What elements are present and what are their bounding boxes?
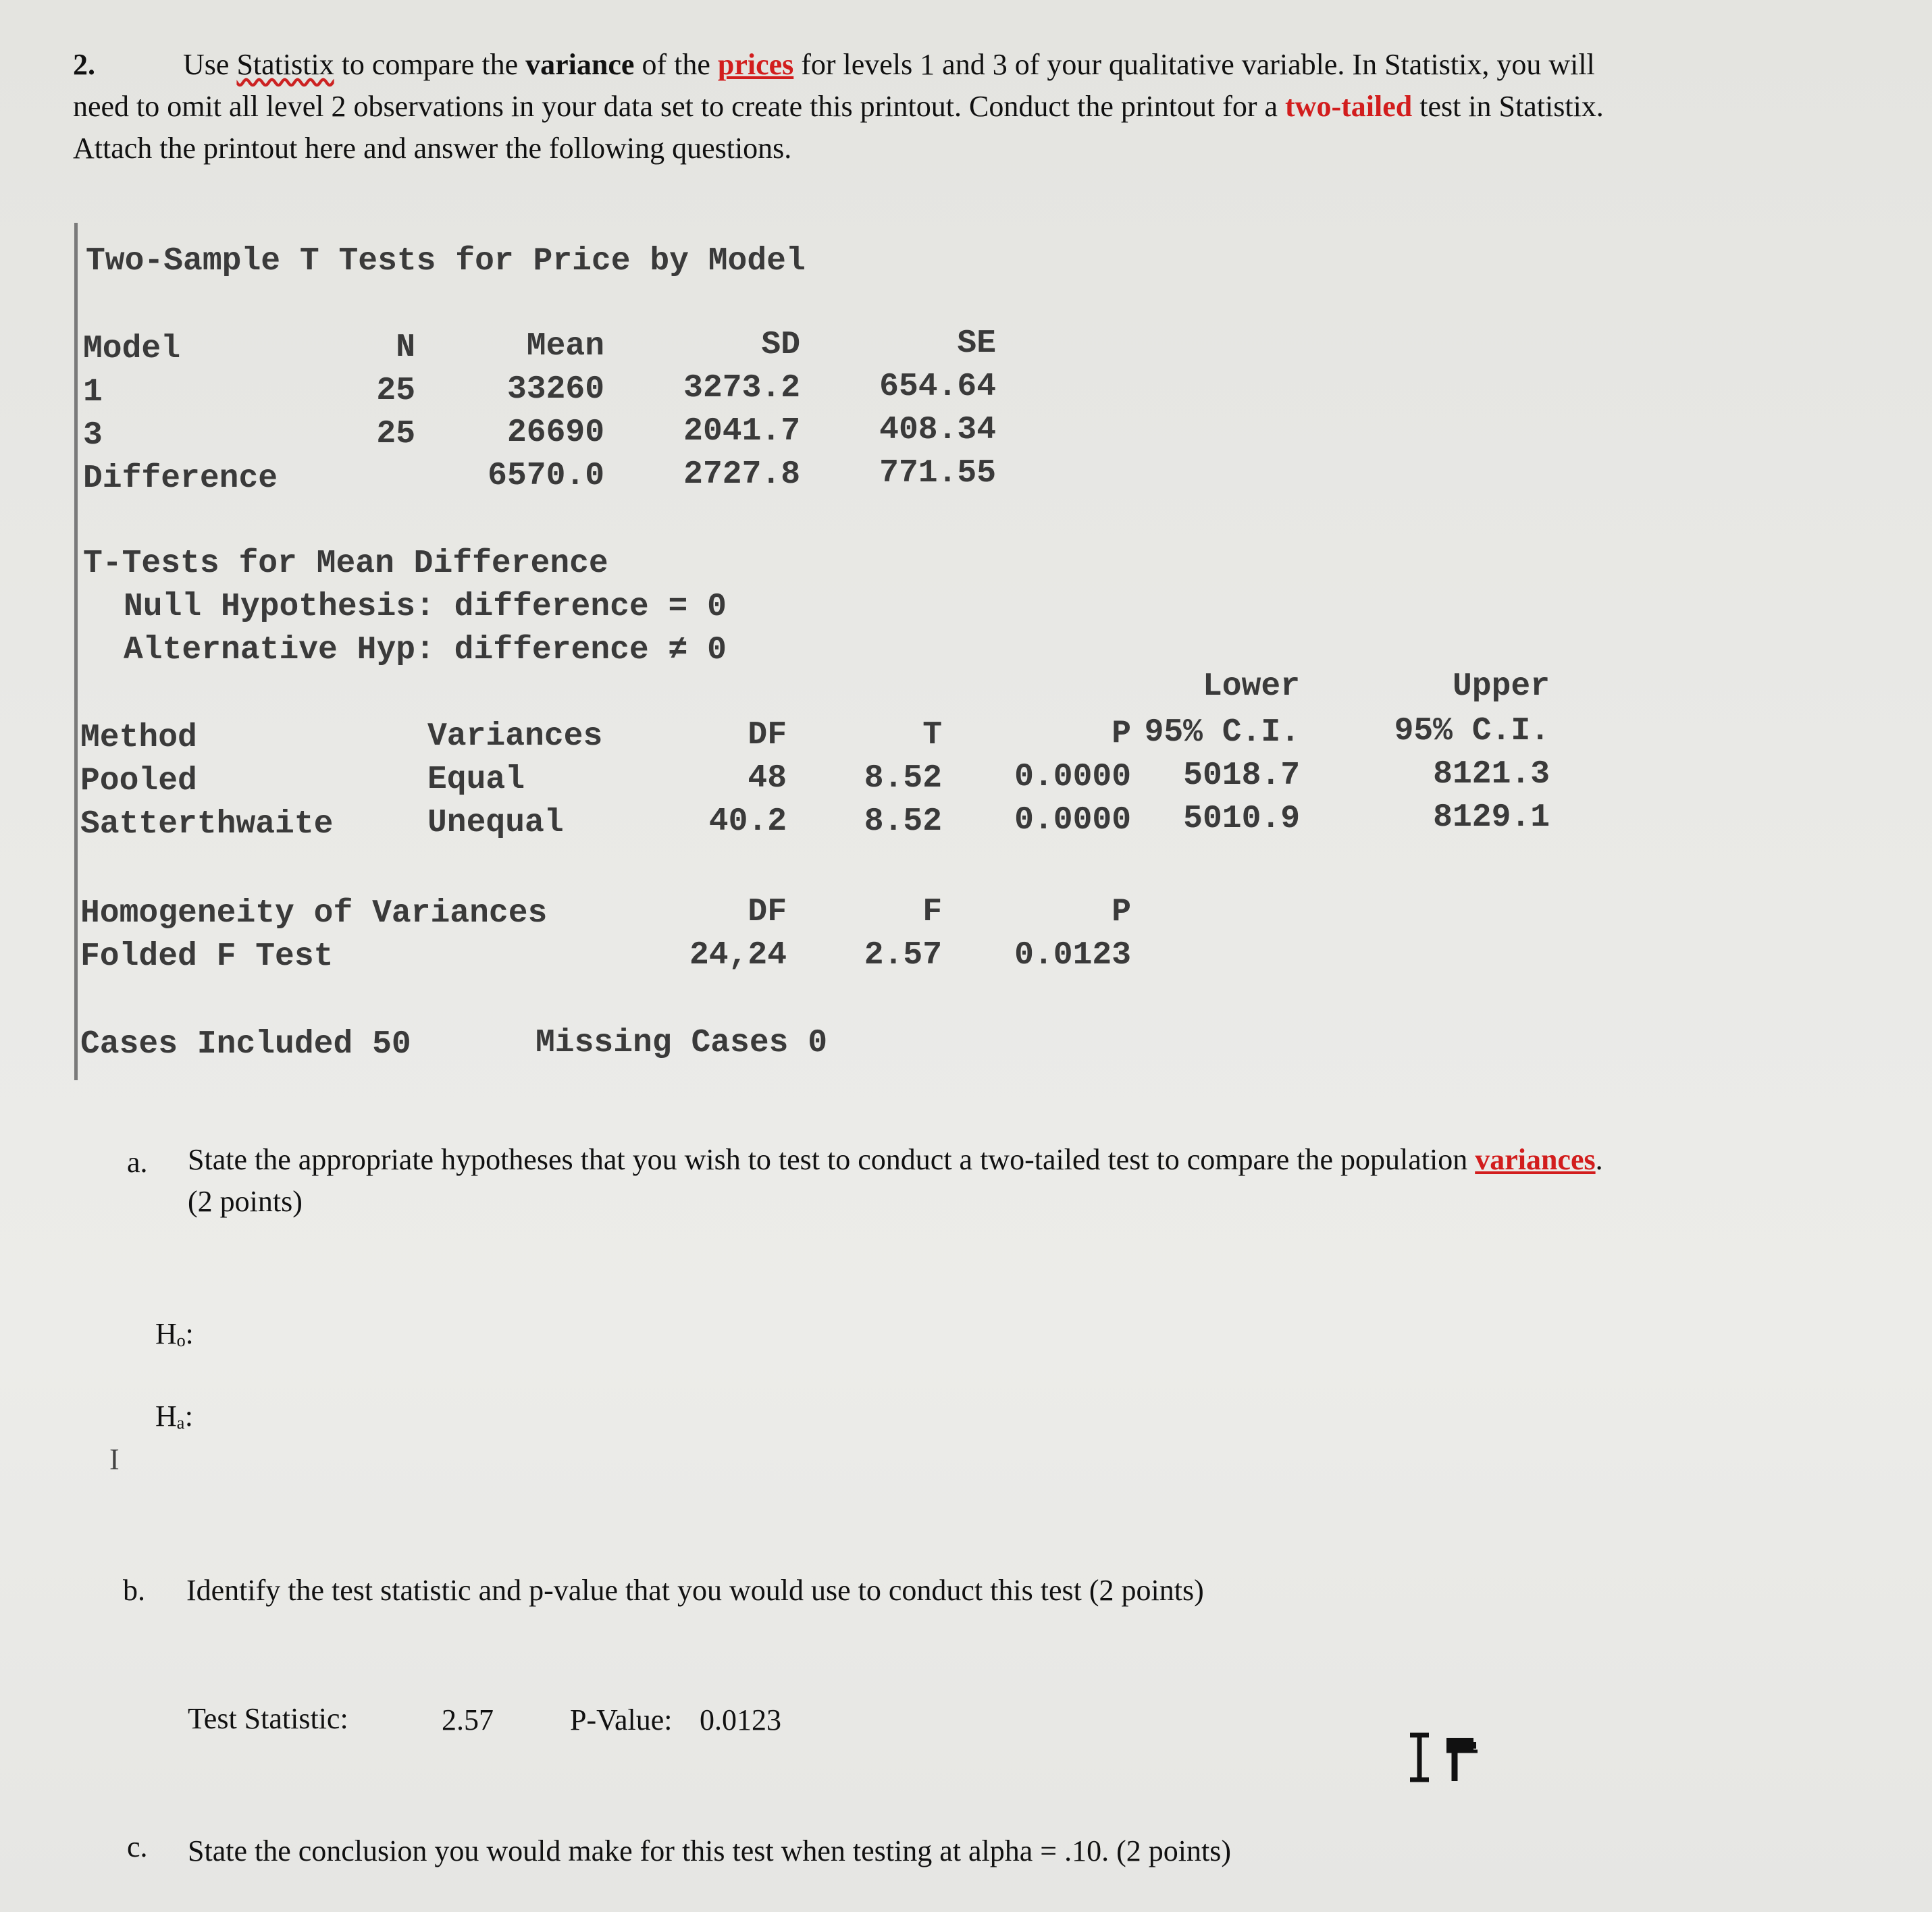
summary-header-sd: SD <box>761 327 800 363</box>
ttest-cell-upper: 8129.1 <box>1433 799 1550 836</box>
ttest-cell-method: Pooled <box>80 763 197 799</box>
part-a-text <box>188 1142 1603 1177</box>
ttest-header-lower-ci: 95% C.I. <box>1144 714 1300 751</box>
two-tailed-word: two-tailed <box>1285 90 1413 123</box>
summary-cell-se: 654.64 <box>879 369 996 405</box>
ttest-cell-df: 48 <box>748 760 787 797</box>
folded-f-df: 24,24 <box>689 937 787 974</box>
ttest-header-p: P <box>1112 716 1131 752</box>
part-b-text: Identify the test statistic and p-value that you would use to conduct this test (2 points) <box>186 1574 1204 1607</box>
q-text: test in Statistix. <box>1412 90 1604 123</box>
ttest-cell-variances: Unequal <box>427 805 564 841</box>
q-text: of the <box>634 48 718 81</box>
ttest-cell-method: Satterthwaite <box>80 806 334 843</box>
h0-label: Hₒ: <box>155 1317 194 1350</box>
folded-f-value: 2.57 <box>864 937 942 974</box>
ttest-cell-lower: 5018.7 <box>1183 758 1300 794</box>
summary-cell-sd: 2727.8 <box>683 456 800 493</box>
q-text: need to omit all level 2 observations in your data set to create this printout. Conduct the printout for a <box>73 90 1286 123</box>
summary-header-se: SE <box>957 325 996 362</box>
ttest-cell-p: 0.0000 <box>1014 759 1131 795</box>
summary-cell-sd: 3273.2 <box>683 370 800 406</box>
summary-cell-sd: 2041.7 <box>683 413 800 450</box>
part-a-text-1: State the appropriate hypotheses that you wish to test to conduct a two-tailed test to compare the population <box>188 1143 1476 1176</box>
q-text: for levels 1 and 3 of your qualitative variable. In Statistix, you will <box>793 48 1595 81</box>
folded-f-p: 0.0123 <box>1014 937 1131 974</box>
part-a-text-2: . <box>1595 1143 1603 1176</box>
part-a-points: (2 points) <box>188 1185 303 1218</box>
summary-header-mean: Mean <box>526 328 604 365</box>
summary-header-model: Model <box>83 331 181 367</box>
summary-cell-mean: 6570.0 <box>488 458 604 494</box>
part-a-label: a. <box>127 1146 148 1179</box>
variances-word: variances <box>1475 1143 1596 1176</box>
part-c-text: State the conclusion you would make for this test when testing at alpha = .10. (2 points) <box>188 1834 1231 1867</box>
variance-word: variance <box>525 48 635 81</box>
cases-included: Cases Included 50 <box>80 1026 411 1063</box>
pvalue-label: P-Value: <box>570 1703 673 1736</box>
folded-f-label: Folded F Test <box>80 938 334 975</box>
null-hypothesis: Null Hypothesis: difference = 0 <box>124 589 727 625</box>
summary-cell-mean: 33260 <box>506 371 604 408</box>
printout-title: Two-Sample T Tests for Price by Model <box>86 243 806 280</box>
ttest-header-upper-ci: 95% C.I. <box>1394 713 1550 749</box>
summary-cell-model: 3 <box>83 417 103 454</box>
summary-cell-model: 1 <box>83 374 103 410</box>
ttest-cell-t: 8.52 <box>864 760 942 797</box>
ttest-title: T-Tests for Mean Difference <box>83 546 608 582</box>
homog-header-p: P <box>1112 894 1131 930</box>
stray-mark: I <box>109 1443 120 1476</box>
homog-header-f: F <box>922 894 942 930</box>
alternative-hypothesis: Alternative Hyp: difference ≠ 0 <box>124 632 727 668</box>
ttest-header-df: DF <box>748 717 787 753</box>
statistix-printout <box>74 223 1550 1080</box>
q-text: Attach the printout here and answer the following questions. <box>73 132 792 165</box>
test-statistic-label: Test Statistic: <box>188 1702 348 1735</box>
q-text: to compare the <box>334 48 526 81</box>
homog-header-df: DF <box>748 894 787 930</box>
prices-word: prices <box>717 48 794 81</box>
text-cursor-icon <box>1405 1732 1492 1786</box>
question-line-3 <box>73 131 791 165</box>
ttest-cell-lower: 5010.9 <box>1183 801 1300 837</box>
summary-cell-model: Difference <box>83 460 278 497</box>
ttest-header-method: Method <box>80 720 197 756</box>
question-line-2 <box>73 89 1604 124</box>
ttest-cell-df: 40.2 <box>708 803 787 840</box>
summary-cell-mean: 26690 <box>506 415 604 451</box>
summary-cell-n: 25 <box>376 373 415 409</box>
part-b-label: b. <box>123 1574 145 1607</box>
part-c-label: c. <box>127 1830 148 1863</box>
ha-label: Hₐ: <box>155 1400 194 1433</box>
question-line-1 <box>73 47 1595 82</box>
ttest-cell-p: 0.0000 <box>1014 802 1131 839</box>
question-number: 2. <box>73 48 95 81</box>
statistix-word: Statistix <box>236 48 334 81</box>
ci-lower-header-top: Lower <box>1202 668 1300 705</box>
ttest-cell-t: 8.52 <box>864 803 942 840</box>
summary-cell-n: 25 <box>376 416 415 452</box>
pvalue-value[interactable]: 0.0123 <box>700 1703 781 1736</box>
summary-cell-se: 771.55 <box>879 455 996 492</box>
missing-cases: Missing Cases 0 <box>536 1025 828 1061</box>
ttest-header-t: T <box>922 717 942 753</box>
test-statistic-value[interactable]: 2.57 <box>442 1703 494 1736</box>
ttest-cell-upper: 8121.3 <box>1433 756 1550 793</box>
ttest-header-variances: Variances <box>427 718 603 755</box>
ttest-cell-variances: Equal <box>427 762 525 798</box>
summary-header-n: N <box>396 329 415 366</box>
homogeneity-title: Homogeneity of Variances <box>80 895 548 932</box>
summary-cell-se: 408.34 <box>879 412 996 448</box>
ci-upper-header-top: Upper <box>1452 668 1550 705</box>
q-text: Use <box>183 48 237 81</box>
